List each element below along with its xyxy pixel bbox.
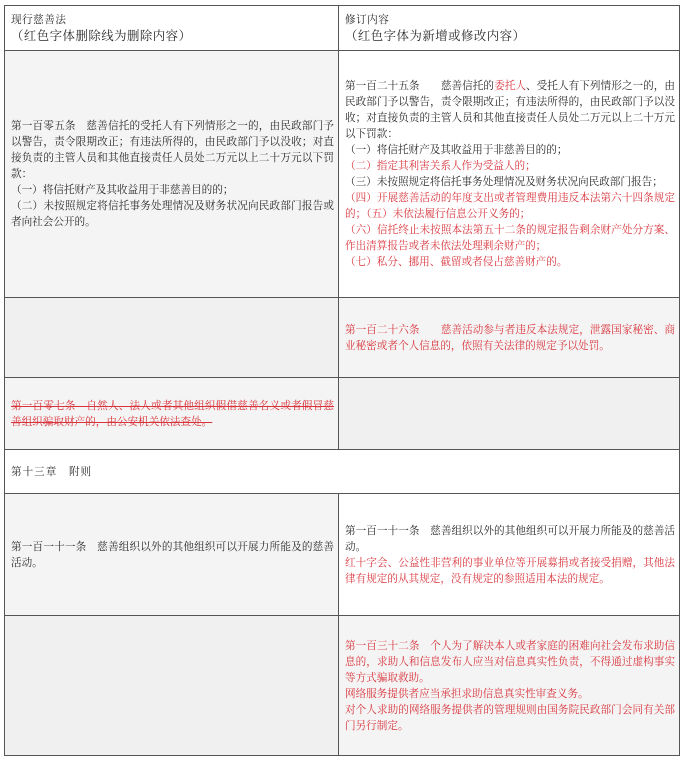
article-132-cell [339, 616, 680, 756]
table-row [5, 616, 680, 756]
chapter-heading: 第十三章 附则 [5, 450, 680, 494]
article-105-item-1: （一）将信托财产及其收益用于非慈善目的的； [11, 184, 234, 196]
header-revision-title: 修订内容 [345, 14, 390, 26]
article-125-item-6: （六）信托终止未按照本法第五十二条的规定报告剩余财产处分方案、作出清算报告或者未依法处理剩余财产的； [345, 224, 675, 252]
table-row [5, 51, 680, 298]
empty-cell [339, 378, 680, 450]
article-111-new-addition: 红十字会、公益性非营利的事业单位等开展募捐或者接受捐赠，其他法律有规定的从其规定，没有规定的参照适用本法的规定。 [345, 556, 675, 585]
article-126-text: 第一百二十六条 慈善活动参与者违反本法规定，泄露国家秘密、商业秘密或者个人信息的，依照有关法律的规定予以处罚。 [345, 323, 675, 352]
table-row [5, 298, 680, 378]
chapter-row [5, 450, 680, 494]
article-105-text: 第一百零五条 慈善信托的受托人有下列情形之一的，由民政部门予以警告，责令限期改正；有违法所得的，由民政部门予以没收；对直接负责的主管人员和其他直接责任人员处二万元以上二十万元以下罚款： [11, 120, 334, 180]
header-current-law-subtitle: （红色字体删除线为删除内容） [11, 28, 192, 43]
article-111-old-text: 第一百一十一条 慈善组织以外的其他组织可以开展力所能及的慈善活动。 [11, 540, 334, 569]
article-132-para-3: 对个人求助的网络服务提供者的管理规则由国务院民政部门会同有关部门另行制定。 [345, 703, 675, 732]
article-111-new-text: 第一百一十一条 慈善组织以外的其他组织可以开展力所能及的慈善活动。 [345, 524, 675, 553]
header-current-law-title: 现行慈善法 [11, 14, 67, 26]
article-125-item-4-5: （四）开展慈善活动的年度支出或者管理费用违反本法第六十四条规定的；（五）未依法履行信息公开义务的； [345, 192, 675, 220]
article-105-cell [5, 51, 339, 298]
header-revision-subtitle: （红色字体为新增或修改内容） [345, 28, 526, 43]
article-125-item-3: （三）未按照规定将信托事务处理情况及财务状况向民政部门报告； [345, 176, 663, 188]
comparison-table [4, 5, 680, 756]
header-row [5, 6, 680, 51]
article-132-para-2: 网络服务提供者应当承担求助信息真实性审查义务。 [345, 687, 589, 700]
table-row [5, 494, 680, 616]
empty-cell [5, 616, 339, 756]
article-105-item-2: （二）未按照规定将信托事务处理情况及财务状况向民政部门报告或者向社会公开的。 [11, 200, 334, 228]
article-107-cell [5, 378, 339, 450]
article-132-text: 第一百三十二条 个人为了解决本人或者家庭的困难向社会发布求助信息的，求助人和信息发布人应当对信息真实性负责，不得通过虚构事实等方式骗取救助。 [345, 639, 675, 684]
header-current-law [5, 6, 339, 51]
article-107-deleted-text: 第一百零七条 自然人、法人或者其他组织假借慈善名义或者假冒慈善组织骗取财产的，由公安机关依法查处。 [11, 399, 334, 428]
article-125-item-2: （二）指定其利害关系人作为受益人的； [345, 160, 536, 172]
article-125-text: 第一百二十五条 慈善信托的委托人、受托人有下列情形之一的，由民政部门予以警告，责令限期改正；有违法所得的，由民政部门予以没收；对直接负责的主管人员和其他直接责任人员处二万元以上二十万元以下罚款： [345, 80, 676, 140]
article-126-cell [339, 298, 680, 378]
article-125-item-7: （七）私分、挪用、截留或者侵占慈善财产的。 [345, 256, 568, 268]
article-125-cell [339, 51, 680, 298]
article-111-old-cell [5, 494, 339, 616]
table-row [5, 378, 680, 450]
article-125-item-1: （一）将信托财产及其收益用于非慈善目的的； [345, 144, 568, 156]
empty-cell [5, 298, 339, 378]
article-111-new-cell [339, 494, 680, 616]
header-revision [339, 6, 680, 51]
